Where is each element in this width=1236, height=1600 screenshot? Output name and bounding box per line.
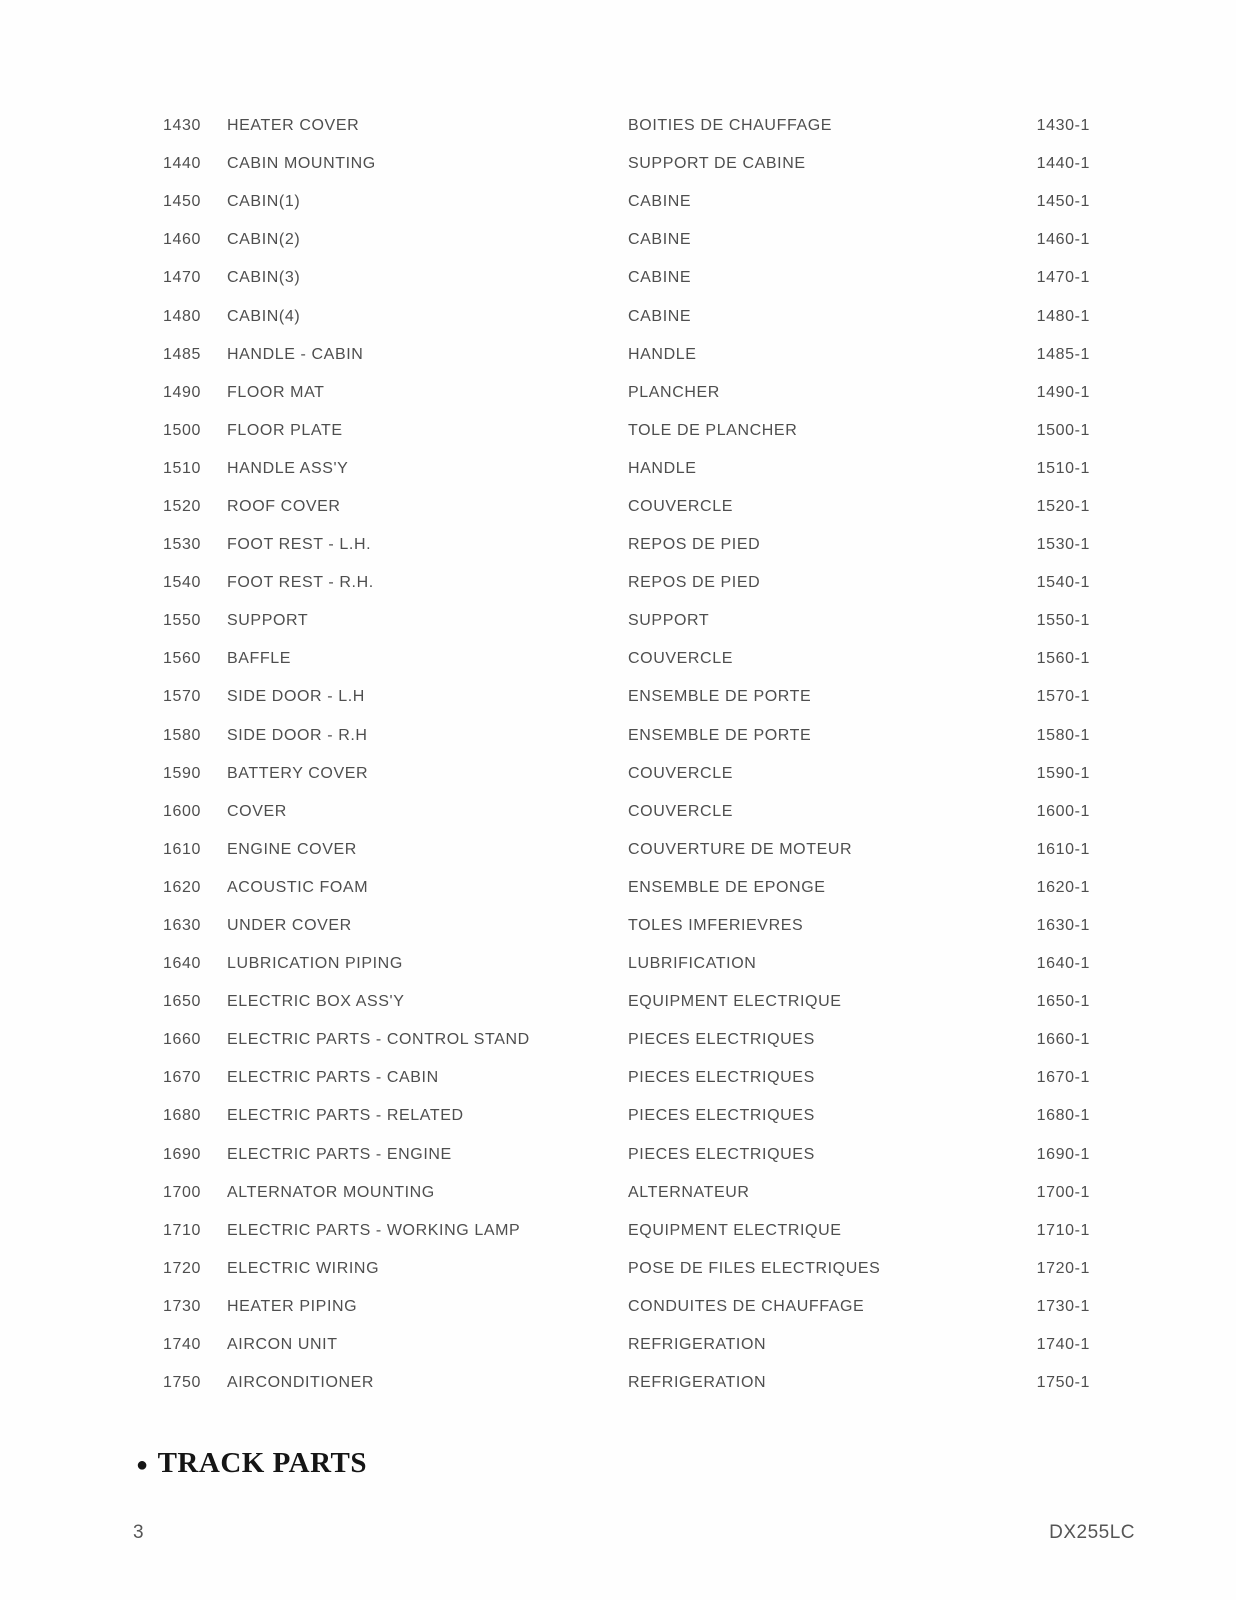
- row-page-reference: 1500-1: [1036, 421, 1090, 439]
- row-figure-number: 1630: [163, 917, 201, 935]
- row-page-reference: 1510-1: [1036, 459, 1090, 477]
- row-description-en: ENGINE COVER: [227, 840, 357, 858]
- row-description-en: BATTERY COVER: [227, 764, 369, 782]
- row-page-reference: 1670-1: [1036, 1069, 1090, 1087]
- row-description-en: ACOUSTIC FOAM: [227, 878, 369, 896]
- table-row: [0, 1174, 1236, 1212]
- row-description-fr: EQUIPMENT ELECTRIQUE: [628, 993, 842, 1011]
- row-description-fr: SUPPORT DE CABINE: [628, 155, 806, 173]
- row-description-en: CABIN(2): [227, 231, 301, 249]
- table-row: [0, 678, 1236, 716]
- row-figure-number: 1590: [163, 764, 201, 782]
- row-description-fr: CABINE: [628, 269, 692, 287]
- table-row: [0, 1212, 1236, 1250]
- row-description-fr: COUVERCLE: [628, 802, 733, 820]
- row-description-en: FOOT REST - L.H.: [227, 536, 372, 554]
- row-page-reference: 1490-1: [1036, 383, 1090, 401]
- row-figure-number: 1430: [163, 117, 201, 135]
- row-page-reference: 1660-1: [1036, 1031, 1090, 1049]
- table-row: [0, 374, 1236, 412]
- row-description-fr: TOLES IMFERIEVRES: [628, 917, 804, 935]
- row-figure-number: 1670: [163, 1069, 201, 1087]
- row-description-en: HANDLE - CABIN: [227, 345, 364, 363]
- row-description-fr: LUBRIFICATION: [628, 955, 757, 973]
- row-description-en: SIDE DOOR - L.H: [227, 688, 365, 706]
- row-description-fr: PIECES ELECTRIQUES: [628, 1069, 815, 1087]
- row-figure-number: 1550: [163, 612, 201, 630]
- row-description-en: HEATER PIPING: [227, 1297, 358, 1315]
- row-description-en: ELECTRIC BOX ASS'Y: [227, 993, 405, 1011]
- table-row: [0, 1136, 1236, 1174]
- row-figure-number: 1680: [163, 1107, 201, 1125]
- section-heading-text: TRACK PARTS: [157, 1447, 367, 1479]
- table-row: [0, 1326, 1236, 1364]
- row-figure-number: 1750: [163, 1374, 201, 1392]
- row-figure-number: 1660: [163, 1031, 201, 1049]
- row-page-reference: 1480-1: [1036, 307, 1090, 325]
- row-page-reference: 1690-1: [1036, 1145, 1090, 1163]
- row-description-en: AIRCON UNIT: [227, 1336, 338, 1354]
- row-page-reference: 1750-1: [1036, 1374, 1090, 1392]
- row-figure-number: 1490: [163, 383, 201, 401]
- track-parts-heading: [136, 1447, 367, 1480]
- row-page-reference: 1680-1: [1036, 1107, 1090, 1125]
- row-description-en: CABIN(4): [227, 307, 301, 325]
- row-description-fr: BOITIES DE CHAUFFAGE: [628, 117, 833, 135]
- row-figure-number: 1690: [163, 1145, 201, 1163]
- row-description-fr: COUVERCLE: [628, 497, 733, 515]
- row-figure-number: 1530: [163, 536, 201, 554]
- row-figure-number: 1440: [163, 155, 201, 173]
- row-page-reference: 1620-1: [1036, 878, 1090, 896]
- row-description-en: ELECTRIC PARTS - CABIN: [227, 1069, 439, 1087]
- row-page-reference: 1570-1: [1036, 688, 1090, 706]
- row-description-en: ELECTRIC PARTS - RELATED: [227, 1107, 464, 1125]
- row-figure-number: 1640: [163, 955, 201, 973]
- row-figure-number: 1500: [163, 421, 201, 439]
- row-figure-number: 1610: [163, 840, 201, 858]
- row-description-en: ELECTRIC PARTS - ENGINE: [227, 1145, 452, 1163]
- row-description-en: HANDLE ASS'Y: [227, 459, 349, 477]
- row-figure-number: 1485: [163, 345, 201, 363]
- row-description-en: ALTERNATOR MOUNTING: [227, 1183, 435, 1201]
- row-figure-number: 1650: [163, 993, 201, 1011]
- row-figure-number: 1580: [163, 726, 201, 744]
- row-description-en: FLOOR PLATE: [227, 421, 343, 439]
- row-page-reference: 1440-1: [1036, 155, 1090, 173]
- bullet-icon: ●: [136, 1453, 149, 1476]
- table-row: [0, 1021, 1236, 1059]
- row-description-en: COVER: [227, 802, 287, 820]
- table-row: [0, 1364, 1236, 1402]
- table-row: [0, 336, 1236, 374]
- row-page-reference: 1580-1: [1036, 726, 1090, 744]
- row-figure-number: 1560: [163, 650, 201, 668]
- row-description-fr: REFRIGERATION: [628, 1374, 767, 1392]
- table-row: [0, 183, 1236, 221]
- row-figure-number: 1740: [163, 1336, 201, 1354]
- row-page-reference: 1560-1: [1036, 650, 1090, 668]
- row-page-reference: 1460-1: [1036, 231, 1090, 249]
- row-description-fr: CABINE: [628, 193, 692, 211]
- table-row: [0, 1059, 1236, 1097]
- row-description-en: CABIN(3): [227, 269, 301, 287]
- row-figure-number: 1460: [163, 231, 201, 249]
- row-page-reference: 1730-1: [1036, 1297, 1090, 1315]
- row-page-reference: 1700-1: [1036, 1183, 1090, 1201]
- row-figure-number: 1730: [163, 1297, 201, 1315]
- row-description-en: ELECTRIC PARTS - WORKING LAMP: [227, 1221, 521, 1239]
- row-page-reference: 1450-1: [1036, 193, 1090, 211]
- table-row: [0, 945, 1236, 983]
- row-description-fr: HANDLE: [628, 459, 697, 477]
- row-description-en: ROOF COVER: [227, 497, 341, 515]
- row-description-fr: PIECES ELECTRIQUES: [628, 1031, 815, 1049]
- row-description-en: UNDER COVER: [227, 917, 352, 935]
- row-description-fr: ENSEMBLE DE PORTE: [628, 726, 812, 744]
- row-description-fr: COUVERTURE DE MOTEUR: [628, 840, 853, 858]
- table-row: [0, 1097, 1236, 1135]
- row-description-en: BAFFLE: [227, 650, 292, 668]
- row-figure-number: 1710: [163, 1221, 201, 1239]
- row-description-en: CABIN(1): [227, 193, 301, 211]
- row-description-en: FLOOR MAT: [227, 383, 325, 401]
- row-figure-number: 1470: [163, 269, 201, 287]
- row-description-fr: CONDUITES DE CHAUFFAGE: [628, 1297, 865, 1315]
- row-page-reference: 1710-1: [1036, 1221, 1090, 1239]
- row-description-fr: TOLE DE PLANCHER: [628, 421, 798, 439]
- row-description-fr: POSE DE FILES ELECTRIQUES: [628, 1259, 881, 1277]
- row-page-reference: 1630-1: [1036, 917, 1090, 935]
- row-figure-number: 1570: [163, 688, 201, 706]
- table-row: [0, 488, 1236, 526]
- row-page-reference: 1720-1: [1036, 1259, 1090, 1277]
- row-description-fr: HANDLE: [628, 345, 697, 363]
- parts-index-table: [0, 107, 1236, 1402]
- row-figure-number: 1700: [163, 1183, 201, 1201]
- row-figure-number: 1620: [163, 878, 201, 896]
- table-row: [0, 983, 1236, 1021]
- table-row: [0, 412, 1236, 450]
- row-page-reference: 1550-1: [1036, 612, 1090, 630]
- row-description-en: AIRCONDITIONER: [227, 1374, 375, 1392]
- row-description-fr: REPOS DE PIED: [628, 536, 761, 554]
- row-description-en: FOOT REST - R.H.: [227, 574, 374, 592]
- table-row: [0, 717, 1236, 755]
- row-description-fr: CABINE: [628, 231, 692, 249]
- row-description-fr: EQUIPMENT ELECTRIQUE: [628, 1221, 842, 1239]
- table-row: [0, 831, 1236, 869]
- row-description-fr: ENSEMBLE DE EPONGE: [628, 878, 826, 896]
- row-description-en: ELECTRIC PARTS - CONTROL STAND: [227, 1031, 530, 1049]
- row-page-reference: 1600-1: [1036, 802, 1090, 820]
- row-description-en: SUPPORT: [227, 612, 309, 630]
- row-page-reference: 1485-1: [1036, 345, 1090, 363]
- table-row: [0, 450, 1236, 488]
- row-figure-number: 1450: [163, 193, 201, 211]
- row-description-en: CABIN MOUNTING: [227, 155, 376, 173]
- row-page-reference: 1590-1: [1036, 764, 1090, 782]
- row-description-en: HEATER COVER: [227, 117, 360, 135]
- row-page-reference: 1520-1: [1036, 497, 1090, 515]
- row-page-reference: 1470-1: [1036, 269, 1090, 287]
- row-page-reference: 1540-1: [1036, 574, 1090, 592]
- row-page-reference: 1640-1: [1036, 955, 1090, 973]
- row-description-fr: ENSEMBLE DE PORTE: [628, 688, 812, 706]
- row-figure-number: 1600: [163, 802, 201, 820]
- row-description-fr: ALTERNATEUR: [628, 1183, 750, 1201]
- table-row: [0, 907, 1236, 945]
- table-row: [0, 259, 1236, 297]
- row-page-reference: 1740-1: [1036, 1336, 1090, 1354]
- row-page-reference: 1650-1: [1036, 993, 1090, 1011]
- row-page-reference: 1530-1: [1036, 536, 1090, 554]
- table-row: [0, 107, 1236, 145]
- row-description-fr: SUPPORT: [628, 612, 710, 630]
- row-figure-number: 1480: [163, 307, 201, 325]
- table-row: [0, 564, 1236, 602]
- table-row: [0, 145, 1236, 183]
- page-number: 3: [133, 1522, 145, 1543]
- row-description-fr: REFRIGERATION: [628, 1336, 767, 1354]
- row-figure-number: 1510: [163, 459, 201, 477]
- row-page-reference: 1610-1: [1036, 840, 1090, 858]
- row-description-en: ELECTRIC WIRING: [227, 1259, 380, 1277]
- row-figure-number: 1520: [163, 497, 201, 515]
- table-row: [0, 1250, 1236, 1288]
- row-description-fr: REPOS DE PIED: [628, 574, 761, 592]
- row-description-fr: CABINE: [628, 307, 692, 325]
- row-description-fr: COUVERCLE: [628, 650, 733, 668]
- table-row: [0, 297, 1236, 335]
- row-description-en: SIDE DOOR - R.H: [227, 726, 368, 744]
- table-row: [0, 755, 1236, 793]
- row-figure-number: 1540: [163, 574, 201, 592]
- table-row: [0, 602, 1236, 640]
- table-row: [0, 869, 1236, 907]
- table-row: [0, 1288, 1236, 1326]
- row-page-reference: 1430-1: [1036, 117, 1090, 135]
- row-description-fr: PIECES ELECTRIQUES: [628, 1107, 815, 1125]
- table-row: [0, 793, 1236, 831]
- table-row: [0, 640, 1236, 678]
- row-description-fr: PLANCHER: [628, 383, 720, 401]
- table-row: [0, 221, 1236, 259]
- row-description-fr: PIECES ELECTRIQUES: [628, 1145, 815, 1163]
- row-figure-number: 1720: [163, 1259, 201, 1277]
- table-row: [0, 526, 1236, 564]
- row-description-en: LUBRICATION PIPING: [227, 955, 403, 973]
- row-description-fr: COUVERCLE: [628, 764, 733, 782]
- model-code: DX255LC: [1049, 1522, 1135, 1543]
